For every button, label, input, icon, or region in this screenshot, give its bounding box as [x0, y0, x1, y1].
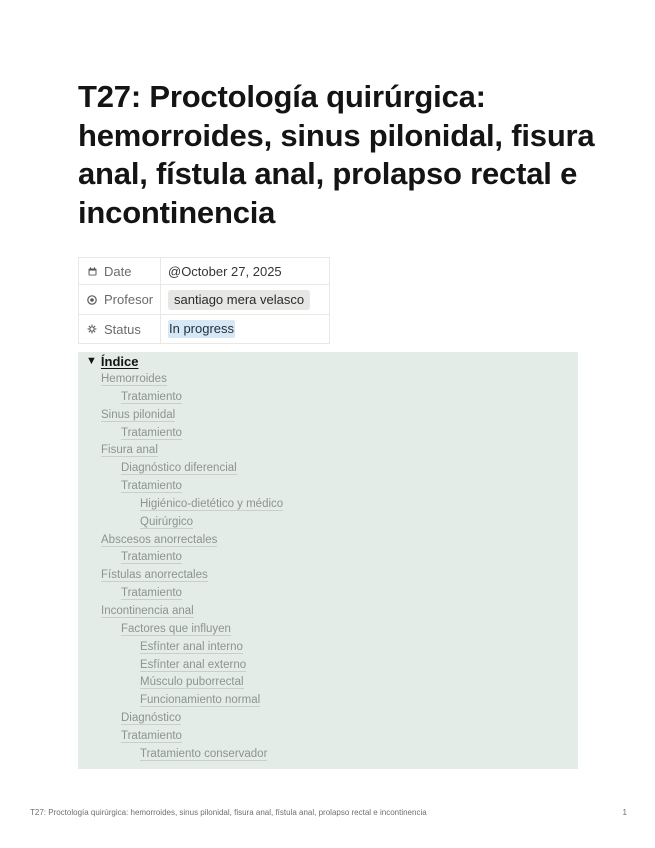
toc-item: [78, 549, 283, 567]
property-value-status[interactable]: [161, 315, 330, 344]
toc-item: [78, 407, 283, 425]
property-key-date[interactable]: [79, 258, 161, 285]
toc-link[interactable]: Abscesos anorrectales: [101, 533, 218, 546]
toc-link[interactable]: Esfínter anal externo: [140, 658, 247, 671]
page-footer-title: T27: Proctología quirúrgica: hemorroides, sinus pilonidal, fisura anal, fístula anal, prolapso rectal e incontinencia: [30, 808, 427, 817]
toc-link[interactable]: Quirúrgico: [140, 515, 194, 528]
page-number: 1: [622, 808, 627, 817]
toc-link[interactable]: Tratamiento: [121, 587, 182, 600]
toc-item: [78, 496, 283, 514]
toc-item: [78, 371, 283, 389]
toc-item: [78, 567, 283, 585]
toc-link[interactable]: Higiénico-dietético y médico: [140, 497, 284, 510]
property-label-date: Date: [104, 263, 132, 279]
property-label-profesor: Profesor: [104, 292, 154, 307]
property-label-status: Status: [104, 321, 141, 337]
status-icon: [87, 324, 97, 334]
toc-link[interactable]: Fístulas anorrectales: [101, 569, 208, 582]
toc-item: [78, 478, 283, 496]
property-row-date: [79, 258, 330, 285]
toc-item: [78, 532, 283, 550]
table-of-contents: [78, 371, 283, 764]
toc-link[interactable]: Funcionamiento normal: [140, 694, 261, 707]
toc-link[interactable]: Músculo puborrectal: [140, 676, 244, 689]
toc-item: [78, 460, 283, 478]
toc-item: [78, 746, 283, 764]
toc-item: [78, 728, 283, 746]
toc-link[interactable]: Diagnóstico diferencial: [121, 462, 237, 475]
toc-item: [78, 585, 283, 603]
toc-item: [78, 692, 283, 710]
properties-table: [78, 257, 330, 344]
toc-link[interactable]: Tratamiento: [121, 729, 182, 742]
toc-item: [78, 639, 283, 657]
person-chip[interactable]: santiago mera velasco: [168, 290, 310, 310]
property-value-date[interactable]: @October 27, 2025: [161, 258, 330, 285]
toc-item: [78, 389, 283, 407]
toc-item: [78, 710, 283, 728]
toc-link[interactable]: Hemorroides: [101, 373, 167, 385]
status-badge[interactable]: In progress: [169, 321, 235, 336]
property-key-status[interactable]: [79, 315, 161, 344]
indice-heading: Índice: [100, 354, 139, 369]
toc-item: [78, 514, 283, 532]
calendar-icon: [87, 266, 97, 276]
property-row-profesor: [79, 285, 330, 315]
property-row-status: [79, 315, 330, 344]
property-value-profesor[interactable]: [161, 285, 330, 315]
toc-item: [78, 621, 283, 639]
indice-toggle-block: [78, 352, 578, 769]
toc-link[interactable]: Tratamiento conservador: [140, 747, 268, 760]
toc-link[interactable]: Fisura anal: [101, 444, 158, 457]
toggle-arrow-icon[interactable]: ▼: [86, 355, 97, 367]
toc-link[interactable]: Sinus pilonidal: [101, 408, 176, 421]
toc-link[interactable]: Factores que influyen: [121, 622, 231, 635]
toc-link[interactable]: Tratamiento: [121, 426, 182, 439]
toc-link[interactable]: Diagnóstico: [121, 712, 182, 725]
toc-link[interactable]: Incontinencia anal: [101, 604, 194, 617]
toc-item: [78, 425, 283, 443]
property-key-profesor[interactable]: [79, 285, 161, 315]
indice-toggle-header[interactable]: [86, 354, 138, 369]
toc-link[interactable]: Tratamiento: [121, 390, 182, 403]
page-title: T27: Proctología quirúrgica: hemorroides, sinus pilonidal, fisura anal, fístula anal, prolapso rectal e incontinencia: [78, 79, 595, 230]
toc-link[interactable]: Tratamiento: [121, 551, 182, 564]
toc-link[interactable]: Tratamiento: [121, 480, 182, 493]
toc-item: [78, 442, 283, 460]
toc-item: [78, 674, 283, 692]
toc-link[interactable]: Esfínter anal interno: [140, 640, 243, 653]
toc-item: [78, 657, 283, 675]
toc-item: [78, 603, 283, 621]
person-icon: [87, 295, 97, 305]
